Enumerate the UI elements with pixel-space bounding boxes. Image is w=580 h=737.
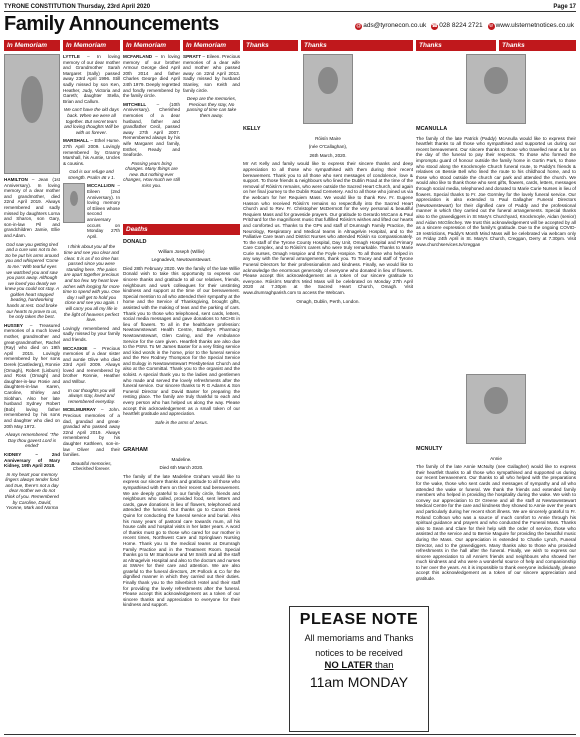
column-3 (123, 54, 180, 224)
notice-mccallion-sign: Lovingly remembered and sadly missed by your family and friends. (63, 325, 120, 342)
mcanulla-text: The family of the late Patrick (Paddy) McAnulla would like to express their heartfelt thanks to all those who sympathised and supported us during our recent bereavement. Our sincere thanks to those who travelled near & far on the day of the funeral to pay their respects. To those who formed the impromptu guard of honour outside the family home in Gortin Park, to those who stood along the Knockmoyle Church funeral route, to Paddy's friends & relatives on Bessie Bell who lined the route to his childhood home, and to those who stood outside the church car park and attended the church. We would also like to thank those who sent gifts, flowers, cards, letters, messages through social media, telephoned and donated to Marie Curie Nurses in lieu of flowers. Special thanks to Fr. Joe Gormley for the lovely funeral service. Our appreciation is also extended to Paul Gallagher Funeral Directors (Newtownstewart) for their dignified care of Paddy and the professional manner in which they carried out the funeral arrangements. Special thanks also to the gravediggers in St Mary's Churchyard, Knockmoyle, Aidan (senior) and Aidan McGlinchey. We trust this acknowledgement will be accepted by all as a sincere expression of the family's gratitude. Due to the ongoing COVID-19 restrictions, Paddy's Month Mind Mass will be celebrated via webcam only on Friday 24th April in St. Mary's Church, Creggan, Derry at 7.30pm. Visit www.churchservices.tv/creggan (416, 135, 576, 247)
photo-hamilton (4, 54, 60, 174)
page-number: Page 17 (553, 3, 576, 10)
please-note-box (289, 606, 429, 732)
bottom-rule (4, 734, 576, 735)
email-contact[interactable]: @ ads@tyronecon.co.uk (356, 22, 427, 29)
section-bar-thanks-2: Thanks (301, 40, 413, 51)
graham-date: Died 6th March 2020. (159, 465, 204, 471)
phone-contact[interactable]: ☎028 8224 2721 (431, 22, 483, 29)
kelly-date: 26th March, 2020. (309, 152, 347, 158)
graham-block (123, 446, 240, 732)
verse-mccaskie: In our thoughts you will always stay, loved and remembered everyday. (68, 387, 115, 404)
photo-mcnulty (466, 374, 526, 444)
donald-address: Legnadevit, Newtownstewart. (151, 257, 212, 263)
notice-mccaskie: MCCASKIE – Precious memories of a dear sister and auntie Olive who died 23rd April 2009. Always loved and remembered by brother Ronnie, Heather and Wilbur. (63, 345, 120, 385)
verse-lyttle: We can't have the old days back. When we were all together. But secret tears and loving thoughts Will be with us forever. (64, 107, 119, 135)
column-4 (183, 54, 240, 174)
notice-mccallion: MCCALLION – Eileen (2nd Anniversary). In loving memory of Eileen whose second anniversary occurs on Monday 27th April. (87, 183, 120, 239)
mccallion-block (63, 183, 120, 242)
notice-mcelmurray: MCELMURRAY – John. Precious memories of a dad, grandad and great-grandad who passed away 22nd April 2019. Always remembered by his daughter Kathleen, son-in-law Oliver and their families. (63, 407, 120, 458)
notice-kidney: KIDNEY – 2nd Anniversary of Mary Kidney, 19th April 2018. (4, 451, 60, 469)
column-2 (63, 54, 120, 730)
notice-mitchell: MITCHELL – (10th Anniversary). Cherished memories of a dear husband, father and grandfather Cecil, passed away 27th April 2007. Remembered always by his wife Margaret and family, Esther, Ready and Seaforde. (123, 101, 180, 158)
photo-kelly (303, 54, 353, 124)
please-note-line2: notices to be received (315, 648, 403, 658)
notice-spratt: SPRATT – Eileen. Precious memories of a dear wife and mother who passed away on 22nd April 2013. Sadly missed by husband Stanley, son Keith and family circle. (183, 54, 240, 93)
verse-mccallion: I think about you all the time and see you clear and clear. It is as if no time has passed since you were standing here. The pains are apart together precious and too few. My heart love aches with longing for more time to spend with you. One day I will get to hold you close and see you again. I will carry you all my life in the light of heavens perfect love. (63, 244, 120, 323)
verse-mcelmurray: Beautiful memories, Cherished forever. (71, 460, 112, 472)
verse-kidney: In my heart your memory lingers always tender fond and true, there's not a day dear mother we do not think of you. Remembered by Caroline, David, Yvonne, Mark and Norma (5, 471, 59, 511)
mcanulla-block (416, 54, 576, 369)
section-bar-thanks-4: Thanks (499, 40, 576, 51)
notice-hussey: HUSSEY – Treasured memories of a much loved mother, grandmother and great-grandmother, Rachel (Ray) who died on 19th April 2015. Lovingly remembered by her sons Derek (Castlederg), Ronnie (Omagh), Robert (Lisburn) and Ross (Omagh) and daughter-in-law Rosie and daughters-in-law Karen, Caroline, Shirley and Siobhan. Also her late husband Sydney Robert (Bob) loving father remembered by his sons and daughter who died on 20th May 1972. (4, 322, 60, 429)
column-1 (4, 54, 60, 730)
graham-text: The family of the late Madeline Graham would like to express our sincere thanks and gratitude to all those who sympathised with them on their recent sad bereavement. We are deeply grateful to our family circle, friends and neighbours who called, provided food, sent letters and cards, gave donations in lieu of flowers, telephoned and attended the funeral. Our thanks go to Canon Derek Quinn for conducting the funeral service and burial. Also his many years of pastoral care towards mum, all his house calls and hospital visits in her latter years. A word of thanks must go to those who cared for our mother in recent times, Northwest Care and Springlawn Nursing Home. Thank you to the medical teams at Drumragh Family Practice and in the Treatment Room. Special thanks go to Mr Stanhouse and Mr Smith and all the staff at Altnagelvin Hospital and also to the doctors and nurses at SWAH for their care and attention. We are also grateful to the funeral directors, JR Pollock & Co for the dignified manner in which they carried out their duties. Finally thank you to the Silverbirch Hotel and their staff for providing the lovely refreshments after the funeral. Please accept this acknowledgement as a token of our sincere thanks and appreciation to everyone for their kindness and support. (123, 473, 240, 608)
kelly-name: KELLY (243, 126, 261, 132)
phone-icon: ☎ (431, 23, 438, 29)
please-note-heading: PLEASE NOTE (299, 611, 419, 628)
kelly-nee: (née O'Callaghan), (308, 144, 348, 150)
kelly-block (243, 54, 413, 602)
donald-name: DONALD (123, 239, 147, 245)
please-note-line1: All memoriams and Thanks (304, 633, 414, 643)
mcnulty-name: MCNULTY (416, 446, 443, 452)
mcnulty-text: The family of the late Annie McNulty (nee Gallagher) would like to express their heartfelt thanks to all those who sympathised and supported us during our recent bereavement. Our thanks to all who helped with the preparations for the wake, those who sent cards and messages of sympathy and all who attended the wake or funeral. We thank the friends and extended family members who helped in providing the hospitality during the wake. We wish to convey our appreciation to Dr Greene and all the staff at Newtownstewart Medical Centre for the care and kindness they showed to Annie over the years and particularly during her recent short illness. We are sincerely grateful to Fr. Roland Colhoun who was a source of much comfort to Annie through his spiritual guidance and prayers and who conducted the Funeral Mass. Thanks also to Sean and Clare for their help with the order of service, those who assisted at the service and to Bernie Maguire for providing the beautiful music during the Mass. Our appreciation is extended to Charlie Lynch, Funeral Director, and to the gravediggers. Many thanks also to those who provided refreshments in the hall after the funeral. Finally, we wish to express our sincere appreciation to all Annie's friends and neighbours who showed her much kindness and who were a wonderful source of help and companionship to her over the years. As it is impossible to thank everyone individually, please accept this acknowledgement as a token of our sincere appreciation and gratitude. (416, 464, 576, 582)
verse-spratt: Deep are the memories, Precious they stay, No passing of time can take them away. (186, 96, 237, 118)
kelly-sub: Róisín Maire (315, 135, 341, 141)
verse-mitchell: Passing years bring changes. Many things are new. But nothing ever changes, How much we still miss you. (123, 160, 180, 189)
top-rule (4, 11, 576, 12)
please-note-deadline: NO LATER than (324, 660, 394, 671)
section-bar-in-memoriam-3: In Memoriam (123, 40, 180, 51)
notice-marshall: MARSHALL – Ethel Hume. 27th April 2009. Lovingly remembered by Granny Marshall, his Auntie, Uncles & cousins. (63, 138, 120, 166)
mcanulla-name: MCANULLA (416, 126, 448, 132)
kelly-sign: Omagh, Dublin, Perth, London. (296, 298, 360, 304)
section-bar-in-memoriam-4: In Memoriam (183, 40, 240, 51)
top-bar (4, 2, 576, 11)
graham-name: GRAHAM (123, 447, 148, 453)
section-bar-thanks-3: Thanks (416, 40, 496, 51)
globe-icon: w (489, 23, 493, 29)
mcnulty-sub: Annie (490, 455, 502, 461)
please-note-time: 11am MONDAY (309, 674, 409, 690)
donald-block (123, 238, 240, 438)
donald-sub: William Joseph (Willie) (158, 248, 205, 254)
notice-lyttle: LYTTLE – In loving memory of our dear mother and Grandmother Sarah Margaret (Sally) passed away 23rd April 1996. Still sadly missed by son Ken, Heather, Judy, Victoria and Gareth; daughter Stella, Brian and Callum. (63, 54, 120, 104)
section-bar-in-memoriam-2: In Memoriam (63, 40, 120, 51)
paper-name-date: TYRONE CONSTITUTION Thursday, 23rd April 2020 (4, 3, 151, 10)
section-bar-deaths: Deaths (123, 224, 240, 235)
verse-marshall: God is our refuge and strength. Psalm 46 v 1. (68, 169, 115, 180)
email-icon: @ (356, 23, 362, 29)
notice-mcfarland: MCFARLAND – In loving memory of our brother Armour George died April 20th 2014 and father Charles George died April 24th 1979. Deeply regretted and fondly remembered by the family circle. (123, 54, 180, 99)
photo-mccallion (63, 183, 85, 223)
verse-hamilton: God saw you getting tired and a cure was not to be. So he put his arms around you and whispered 'Come to me.' With tearful eyes we watched you and saw you pass away. Although we loved you dearly we knew you could not stay. A golden heart stopped beating, hardworking hands at rest. God broke our hearts to prove to us, he only takes the best. (4, 241, 60, 320)
section-bar-thanks-1: Thanks (243, 40, 298, 51)
website-link[interactable]: w www.ulsternetnotices.co.uk (489, 22, 574, 29)
page-title: Family Announcements (4, 13, 219, 35)
contact-bar (355, 22, 574, 30)
verse-hussey: Always remembered. 'The Day thou gavest Lord is ended' (5, 432, 59, 449)
notice-hamilton: HAMILTON – Jean (1st Anniversary). In loving memory of a dear mother and grandmother, died 22nd April 2019. Always remembered and sadly missed by daughters Lorna and Sharon, son Gary, son-in-law Pil and grandchildren Jamie, Ellie and Adam. (4, 177, 60, 238)
section-bar-in-memoriam-1: In Memoriam (4, 40, 60, 51)
donald-verse: Safe in the arms of Jesus. (154, 419, 209, 425)
kelly-text: Mr Art Kelly and family would like to express their sincere thanks and deep appreciation to all those who sympathised with them during their recent bereavement. Thank you to all those who sent messages of condolence, love & support. To those friends & neighbours who lined the Dublin Road at the time of the removal of Róisín's remains, who were outside the Sacred Heart Church, and again on her final journey to the Dublin Road Cemetery. And to all those who joined us via the webcam for her Requiem Mass. We would like to thank Rev. Fr. Eugene Hasson who received Róisín's remains so respectfully into the Sacred Heart Church and to Rev. Fr. Christopher McDermott for the very personal & beautiful Requiem Mass and for graveside prayers. Our gratitude to Gerardo McCann & Paul Pritchard for the magnificent music that fulfilled Róisín's wishes and lifted our hearts and comforted us. Thanks to the GPs and staff of Drumragh Family Practice, the Neurology, Respiratory and Medical teams in Altnagelvin Hospital, and to the Palliative Care team and District Nurses who attended Róisín so compassionately. To the staff of the Tyrone County Hospital, Day Unit, Omagh Hospital and Primary Care Complex, and to Róisín's carers who were truly remarkable. Thanks to Marie Curie nurses, Omagh Hospice and the Foyle Hospice. To all those who helped in any way with the funeral arrangements, thank you. To Tracey and staff of Tyrone Funeral Directors for their professionalism and kindness. Finally, we would like to acknowledge the enormous generosity of everyone who donated in lieu of flowers. Please accept this acknowledgement as a token of our sincere gratitude to everyone. Róisín's Month's Mind Mass will be celebrated on Monday 27th April 2020 at 7.30pm at the Sacred Heart Church, Omagh. Visit www.drumraghparish.com to access the Webcam. (243, 161, 413, 296)
mcnulty-block (416, 374, 576, 732)
donald-text: Died 28th February 2020. We the family of the late Willie Donald wish to take this opportunity to express our sincere thanks and gratitude to all our relatives, friends, neighbours and work colleagues for their unstinting kindness and support at the time of our bereavement. Special mention to all who attended their sympathy at the home and the Service of Thanksgiving, brought gifts, assisted with the making of teas and the parking of cars. Thank you to those who telephoned, sent cards, letters, social media messages and gave donations to NICHS in lieu of flowers. To all in the healthcare profession: Newtownstewart Health Centre, Bradley's Pharmacy Newtownstewart, Glen Caring, and the Ambulance Service for the care given. Heartfelt thanks are also due to the PSNI. To Mr James Baxter for a very fitting service and kind words in the home, prior to the funeral service and the Rev Rodney Thompson for the Special Service and Eulogy in Newtownstewart Presbyterian Church and also at the Committal. Thank you to the organist and the soloist. A special thank you to the ladies and gentlemen who made and served the lovely refreshments after the funeral service. Our sincere thanks to R G Adams & Son Funeral Director and David Baxter for preparing the resting place. The family are truly thankful to each and every person who has helped us along the way. Please accept this acknowledgement as a small token of our heartfelt gratitude and appreciation. (123, 265, 240, 417)
photo-mcanulla (466, 54, 526, 124)
graham-sub: Madeline. (171, 456, 192, 462)
